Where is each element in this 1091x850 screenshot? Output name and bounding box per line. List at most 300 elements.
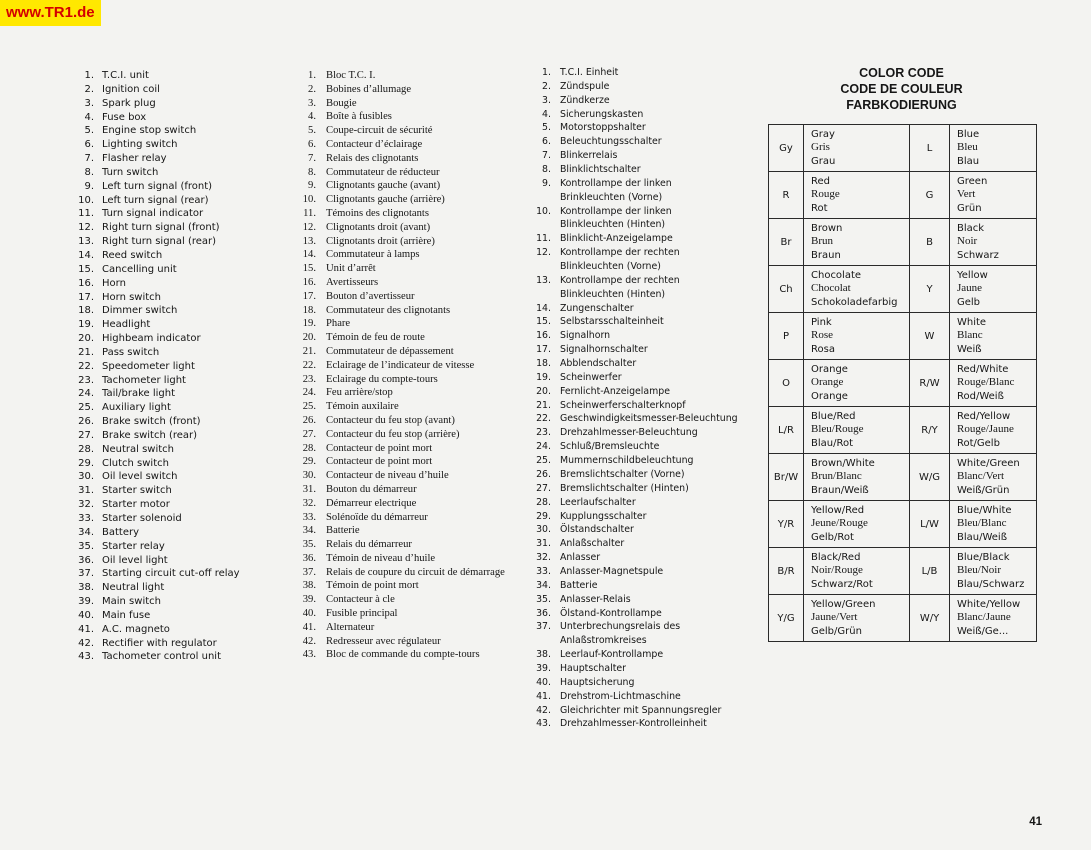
item-number: 30. <box>302 470 316 482</box>
list-item <box>72 291 282 305</box>
color-abbreviation: Gy <box>769 125 804 172</box>
list-item <box>526 315 766 329</box>
color-name-de: Braun <box>811 249 841 261</box>
item-label: Bouton d’avertisseur <box>326 290 415 302</box>
list-item <box>526 246 766 274</box>
item-label: Feu arrière/stop <box>326 387 393 399</box>
item-label-multiline <box>560 177 672 205</box>
item-label: Brake switch (front) <box>102 416 201 428</box>
list-item <box>72 526 282 540</box>
list-item <box>72 249 282 263</box>
item-number: 18. <box>536 358 551 370</box>
list-item <box>526 371 766 385</box>
item-number: 12. <box>536 247 551 259</box>
item-label: Contacteur de point mort <box>326 442 433 454</box>
list-item <box>72 83 282 97</box>
item-label: Turn switch <box>102 166 159 178</box>
item-number: 19. <box>536 371 551 383</box>
list-item <box>526 135 766 149</box>
list-item <box>526 232 766 246</box>
item-label: Spark plug <box>102 97 156 109</box>
item-label: Drehzahlmesser-Kontrolleinheit <box>560 718 707 730</box>
list-item <box>294 248 539 262</box>
list-item <box>72 650 282 664</box>
list-item <box>526 717 766 731</box>
list-item <box>526 426 766 440</box>
color-abbreviation: Y/R <box>769 501 804 548</box>
item-number: 20. <box>78 333 94 345</box>
color-name-en: Yellow/Green <box>811 598 876 610</box>
item-label: Phare <box>326 318 351 330</box>
item-label: Selbstarsschalteinheit <box>560 316 664 328</box>
item-label: Boîte à fusibles <box>326 111 392 123</box>
item-label: Clignotants droit (arrière) <box>326 235 435 247</box>
item-number: 5. <box>84 125 94 137</box>
item-number: 35. <box>302 539 316 551</box>
color-name-en: Pink <box>811 316 832 328</box>
color-name-fr: Noir <box>957 235 978 248</box>
item-label-multiline <box>560 246 680 274</box>
color-name-en: Blue/White <box>957 504 1012 516</box>
list-item <box>72 401 282 415</box>
item-label: Speedometer light <box>102 360 195 372</box>
item-number: 8. <box>308 166 316 178</box>
list-item <box>72 498 282 512</box>
item-number: 36. <box>302 552 316 564</box>
item-label: Contacteur du feu stop (arrière) <box>326 428 460 440</box>
color-name-de: Schwarz/Rot <box>811 578 873 590</box>
item-number: 34. <box>536 579 551 591</box>
item-label: Anlaßschalter <box>560 538 625 550</box>
color-names <box>804 219 910 266</box>
color-names <box>950 548 1037 595</box>
item-label: Left turn signal (front) <box>102 180 213 192</box>
list-item <box>526 80 766 94</box>
item-label: Leerlaufschalter <box>560 496 636 508</box>
list-item <box>72 221 282 235</box>
item-number: 15. <box>536 316 551 328</box>
color-code-row <box>769 313 1037 360</box>
item-label: Abblendschalter <box>560 358 637 370</box>
item-number: 32. <box>302 497 316 509</box>
item-label: Engine stop switch <box>102 125 197 137</box>
item-number: 2. <box>542 80 551 92</box>
item-number: 11. <box>536 233 551 245</box>
list-item <box>72 595 282 609</box>
list-item <box>294 83 539 97</box>
color-name-de: Grün <box>957 202 982 214</box>
item-number: 16. <box>302 276 316 288</box>
item-label: Contacteur de point mort <box>326 456 433 468</box>
item-label: Bougie <box>326 97 357 109</box>
color-name-fr: Rouge/Blanc <box>957 376 1015 389</box>
item-label: Signalhornschalter <box>560 344 648 356</box>
item-label: Batterie <box>326 525 360 537</box>
item-number: 35. <box>536 593 551 605</box>
item-number: 24. <box>302 387 316 399</box>
list-item <box>72 387 282 401</box>
list-item <box>526 551 766 565</box>
list-item <box>72 567 282 581</box>
item-label: Cancelling unit <box>102 263 177 275</box>
color-abbreviation: Br/W <box>769 454 804 501</box>
list-item <box>72 263 282 277</box>
list-item <box>294 110 539 124</box>
color-name-en: Orange <box>811 363 848 375</box>
color-name-en: Red/Yellow <box>957 410 1011 422</box>
item-number: 33. <box>302 511 316 523</box>
list-item <box>72 194 282 208</box>
parts-list-english <box>72 69 282 664</box>
list-item <box>294 331 539 345</box>
list-item <box>72 470 282 484</box>
item-label: Avertisseurs <box>326 276 379 288</box>
color-abbreviation: Y/G <box>769 595 804 642</box>
color-name-fr: Jaune <box>957 282 983 295</box>
item-label: Contacteur d’éclairage <box>326 138 423 150</box>
item-number: 38. <box>302 580 316 592</box>
color-name-de: Rosa <box>811 343 835 355</box>
color-name-de: Rot/Gelb <box>957 437 1000 449</box>
item-number: 15. <box>78 263 94 275</box>
list-item <box>294 166 539 180</box>
item-label: Drehzahlmesser-Beleuchtung <box>560 427 698 439</box>
list-item <box>294 359 539 373</box>
color-name-de: Blau/Schwarz <box>957 578 1025 590</box>
color-name-de: Blau/Rot <box>811 437 854 449</box>
list-item <box>72 540 282 554</box>
list-item <box>526 593 766 607</box>
color-name-fr: Blanc/Vert <box>957 470 1005 483</box>
item-number: 24. <box>536 441 551 453</box>
item-number: 33. <box>78 513 94 524</box>
item-number: 26. <box>78 416 94 428</box>
item-label: Témoin de niveau d’huile <box>326 552 436 564</box>
item-number: 40. <box>78 609 94 621</box>
list-item <box>526 482 766 496</box>
item-number: 6. <box>542 136 551 148</box>
item-label-line: Kontrollampe der linken <box>560 177 672 189</box>
color-code-row <box>769 360 1037 407</box>
list-item <box>72 235 282 249</box>
item-number: 30. <box>78 471 94 483</box>
item-number: 31. <box>302 483 316 495</box>
item-label: Fusible principal <box>326 608 398 620</box>
color-name-de: Rot <box>811 202 828 214</box>
item-label: Starter solenoid <box>102 513 182 524</box>
parts-list-german <box>526 66 766 731</box>
list-item <box>526 523 766 537</box>
color-name-en: Blue/Black <box>957 551 1010 563</box>
list-item <box>72 304 282 318</box>
list-item <box>294 648 539 662</box>
list-item <box>294 400 539 414</box>
color-name-en: Gray <box>811 128 835 140</box>
item-label: Bouton du démarreur <box>326 483 417 495</box>
color-name-en: Chocolate <box>811 269 862 281</box>
item-label: Right turn signal (front) <box>102 222 220 234</box>
item-label: Contacteur de niveau d’huile <box>326 470 449 482</box>
color-name-fr: Blanc/Jaune <box>957 611 1011 624</box>
item-label: Turn signal indicator <box>102 208 204 220</box>
list-item <box>526 565 766 579</box>
color-name-en: Yellow <box>957 269 988 281</box>
color-code-table <box>768 124 1037 642</box>
color-name-de: Gelb/Grün <box>811 625 862 637</box>
item-label: Bobines d’allumage <box>326 83 412 95</box>
item-label: Scheinwerfer <box>560 371 622 383</box>
list-item <box>294 97 539 111</box>
list-item <box>294 290 539 304</box>
color-code-row <box>769 548 1037 595</box>
item-number: 5. <box>542 122 551 134</box>
item-number: 41. <box>78 623 94 635</box>
list-item <box>294 373 539 387</box>
list-item <box>526 385 766 399</box>
item-label: Zungenschalter <box>560 302 634 314</box>
list-item <box>294 469 539 483</box>
item-number: 23. <box>536 427 551 439</box>
list-item <box>294 193 539 207</box>
item-label: Anlasser-Relais <box>560 593 631 605</box>
item-number: 36. <box>536 607 551 619</box>
list-item <box>72 111 282 125</box>
list-item <box>294 483 539 497</box>
item-number: 37. <box>536 621 551 633</box>
item-label: Hauptsicherung <box>560 676 635 688</box>
list-item <box>526 510 766 524</box>
list-item <box>526 607 766 621</box>
item-label: Auxiliary light <box>102 402 171 414</box>
item-label: Témoin de feu de route <box>326 332 425 344</box>
item-label: Relais du démarreur <box>326 539 412 551</box>
item-number: 40. <box>536 676 551 688</box>
item-label-line: Unterbrechungsrelais des <box>560 621 681 633</box>
item-number: 28. <box>302 442 316 454</box>
color-abbreviation: L/R <box>769 407 804 454</box>
item-label: Zündkerze <box>560 94 610 106</box>
item-number: 29. <box>536 510 551 522</box>
color-names <box>804 407 910 454</box>
color-name-en: White <box>957 316 987 328</box>
color-name-de: Rod/Weiß <box>957 390 1004 402</box>
item-label: Rectifier with regulator <box>102 637 217 649</box>
list-item <box>72 152 282 166</box>
list-item <box>72 332 282 346</box>
color-abbreviation: L/B <box>910 548 950 595</box>
color-abbreviation: R <box>769 172 804 219</box>
list-item <box>526 357 766 371</box>
item-number: 41. <box>302 621 316 633</box>
item-label: Geschwindigkeitsmesser-Beleuchtung <box>560 413 738 425</box>
list-item <box>72 138 282 152</box>
color-name-de: Weiß/Ge... <box>957 625 1009 637</box>
item-label: Contacteur à cle <box>326 594 395 606</box>
item-label: Tachometer light <box>102 374 186 386</box>
item-number: 27. <box>536 482 551 494</box>
item-label: A.C. magneto <box>102 623 170 635</box>
list-item <box>72 637 282 651</box>
list-item <box>72 374 282 388</box>
list-item <box>72 207 282 221</box>
item-label: Clignotants gauche (avant) <box>326 180 441 192</box>
item-number: 6. <box>84 139 94 151</box>
color-name-fr: Rouge/Jaune <box>957 423 1014 436</box>
color-names <box>950 266 1037 313</box>
list-item <box>72 124 282 138</box>
item-number: 9. <box>84 180 94 192</box>
list-item <box>526 676 766 690</box>
list-item <box>294 455 539 469</box>
list-item <box>526 149 766 163</box>
item-label: Flasher relay <box>102 153 167 165</box>
list-item <box>294 262 539 276</box>
item-number: 29. <box>302 456 316 468</box>
item-number: 12. <box>78 222 94 234</box>
item-number: 17. <box>536 344 551 356</box>
list-item <box>72 457 282 471</box>
item-label: Starter switch <box>102 485 172 497</box>
color-name-de: Weiß <box>957 343 982 355</box>
list-item <box>526 496 766 510</box>
item-number: 38. <box>536 649 551 661</box>
item-label: Eclairage de l’indicateur de vitesse <box>326 359 475 371</box>
page-number: 41 <box>1029 816 1042 828</box>
item-label: Headlight <box>102 319 151 331</box>
list-item <box>72 554 282 568</box>
item-number: 26. <box>536 468 551 480</box>
item-number: 14. <box>536 302 551 314</box>
item-label: Horn <box>102 277 126 289</box>
item-label: Démarreur electrique <box>326 497 417 509</box>
item-number: 10. <box>302 194 316 206</box>
item-number: 37. <box>78 568 94 580</box>
color-abbreviation: B <box>910 219 950 266</box>
item-number: 20. <box>536 385 551 397</box>
list-item <box>294 152 539 166</box>
list-item <box>294 538 539 552</box>
item-number: 41. <box>536 690 551 702</box>
item-number: 2. <box>308 83 316 95</box>
item-number: 39. <box>302 594 316 606</box>
color-code-row <box>769 266 1037 313</box>
color-name-de: Gelb/Rot <box>811 531 854 543</box>
item-number: 19. <box>78 319 94 331</box>
list-item <box>72 166 282 180</box>
item-label: Horn switch <box>102 291 162 303</box>
color-name-fr: Bleu <box>957 141 978 154</box>
item-label-line: Kontrollampe der rechten <box>560 274 680 286</box>
item-number: 8. <box>84 166 94 178</box>
color-name-en: Red <box>811 175 830 187</box>
item-number: 12. <box>302 221 316 233</box>
list-item <box>294 414 539 428</box>
item-label: Commutateur à lamps <box>326 249 420 261</box>
item-number: 13. <box>536 274 551 286</box>
list-item <box>526 662 766 676</box>
item-label: Témoin de point mort <box>326 580 419 592</box>
item-label: Beleuchtungsschalter <box>560 136 662 148</box>
item-number: 17. <box>302 290 316 302</box>
item-label: Alternateur <box>326 621 375 633</box>
list-item <box>526 454 766 468</box>
item-label: Ölstand-Kontrollampe <box>560 607 662 619</box>
list-item <box>294 552 539 566</box>
item-label: Pass switch <box>102 346 160 358</box>
item-label-line: Kontrollampe der rechten <box>560 247 680 259</box>
item-label: Mummernschildbeleuchtung <box>560 455 694 467</box>
color-name-de: Blau <box>957 155 980 167</box>
list-item <box>72 581 282 595</box>
item-label: T.C.I. Einheit <box>560 67 619 78</box>
item-number: 16. <box>78 277 94 289</box>
item-label-line: Blinkleuchten (Hinten) <box>560 219 666 231</box>
color-name-fr: Bleu/Blanc <box>957 517 1007 530</box>
item-label: Bremslichtschalter (Vorne) <box>560 468 685 480</box>
list-item <box>526 704 766 718</box>
item-number: 25. <box>536 455 551 467</box>
item-label-line: Kontrollampe der linken <box>560 205 672 217</box>
list-item <box>72 318 282 332</box>
item-number: 26. <box>302 414 316 426</box>
item-label: Solénoïde du démarreur <box>326 511 428 523</box>
list-item <box>72 277 282 291</box>
item-number: 14. <box>302 249 316 261</box>
item-number: 43. <box>78 651 94 663</box>
item-label: Gleichrichter mit Spannungsregler <box>560 704 722 716</box>
item-label: Commutateur de dépassement <box>326 345 454 357</box>
item-label: Clignotants droit (avant) <box>326 221 431 233</box>
item-number: 21. <box>78 346 94 358</box>
item-number: 1. <box>84 70 94 81</box>
color-name-fr: Brun/Blanc <box>811 470 862 483</box>
item-number: 22. <box>536 413 551 425</box>
item-number: 14. <box>78 249 94 261</box>
list-item <box>294 345 539 359</box>
color-abbreviation: Ch <box>769 266 804 313</box>
item-number: 30. <box>536 524 551 536</box>
item-label: Ölstandschalter <box>560 524 634 536</box>
color-names <box>804 595 910 642</box>
item-number: 40. <box>302 608 316 620</box>
item-label: Hauptschalter <box>560 662 626 674</box>
list-item <box>294 497 539 511</box>
item-number: 4. <box>308 111 316 123</box>
list-item <box>526 177 766 205</box>
item-label-multiline <box>560 620 680 648</box>
item-label: Dimmer switch <box>102 305 178 317</box>
color-name-fr: Orange <box>811 376 844 389</box>
list-item <box>294 524 539 538</box>
list-item <box>72 484 282 498</box>
item-label: Neutral switch <box>102 443 175 455</box>
color-name-en: White/Yellow <box>957 598 1021 610</box>
list-item <box>526 537 766 551</box>
color-name-fr: Brun <box>811 235 833 248</box>
color-name-en: Blue/Red <box>811 410 856 422</box>
parts-list-french <box>294 69 539 662</box>
item-label: Clignotants gauche (arrière) <box>326 194 445 206</box>
list-item <box>526 620 766 648</box>
item-number: 3. <box>308 97 316 109</box>
color-abbreviation: Y <box>910 266 950 313</box>
item-label: Relais de coupure du circuit de démarrage <box>326 566 505 578</box>
list-item <box>526 94 766 108</box>
color-name-fr: Bleu/Rouge <box>811 423 864 436</box>
color-name-de: Weiß/Grün <box>957 484 1010 496</box>
list-item <box>294 207 539 221</box>
item-number: 20. <box>302 332 316 344</box>
